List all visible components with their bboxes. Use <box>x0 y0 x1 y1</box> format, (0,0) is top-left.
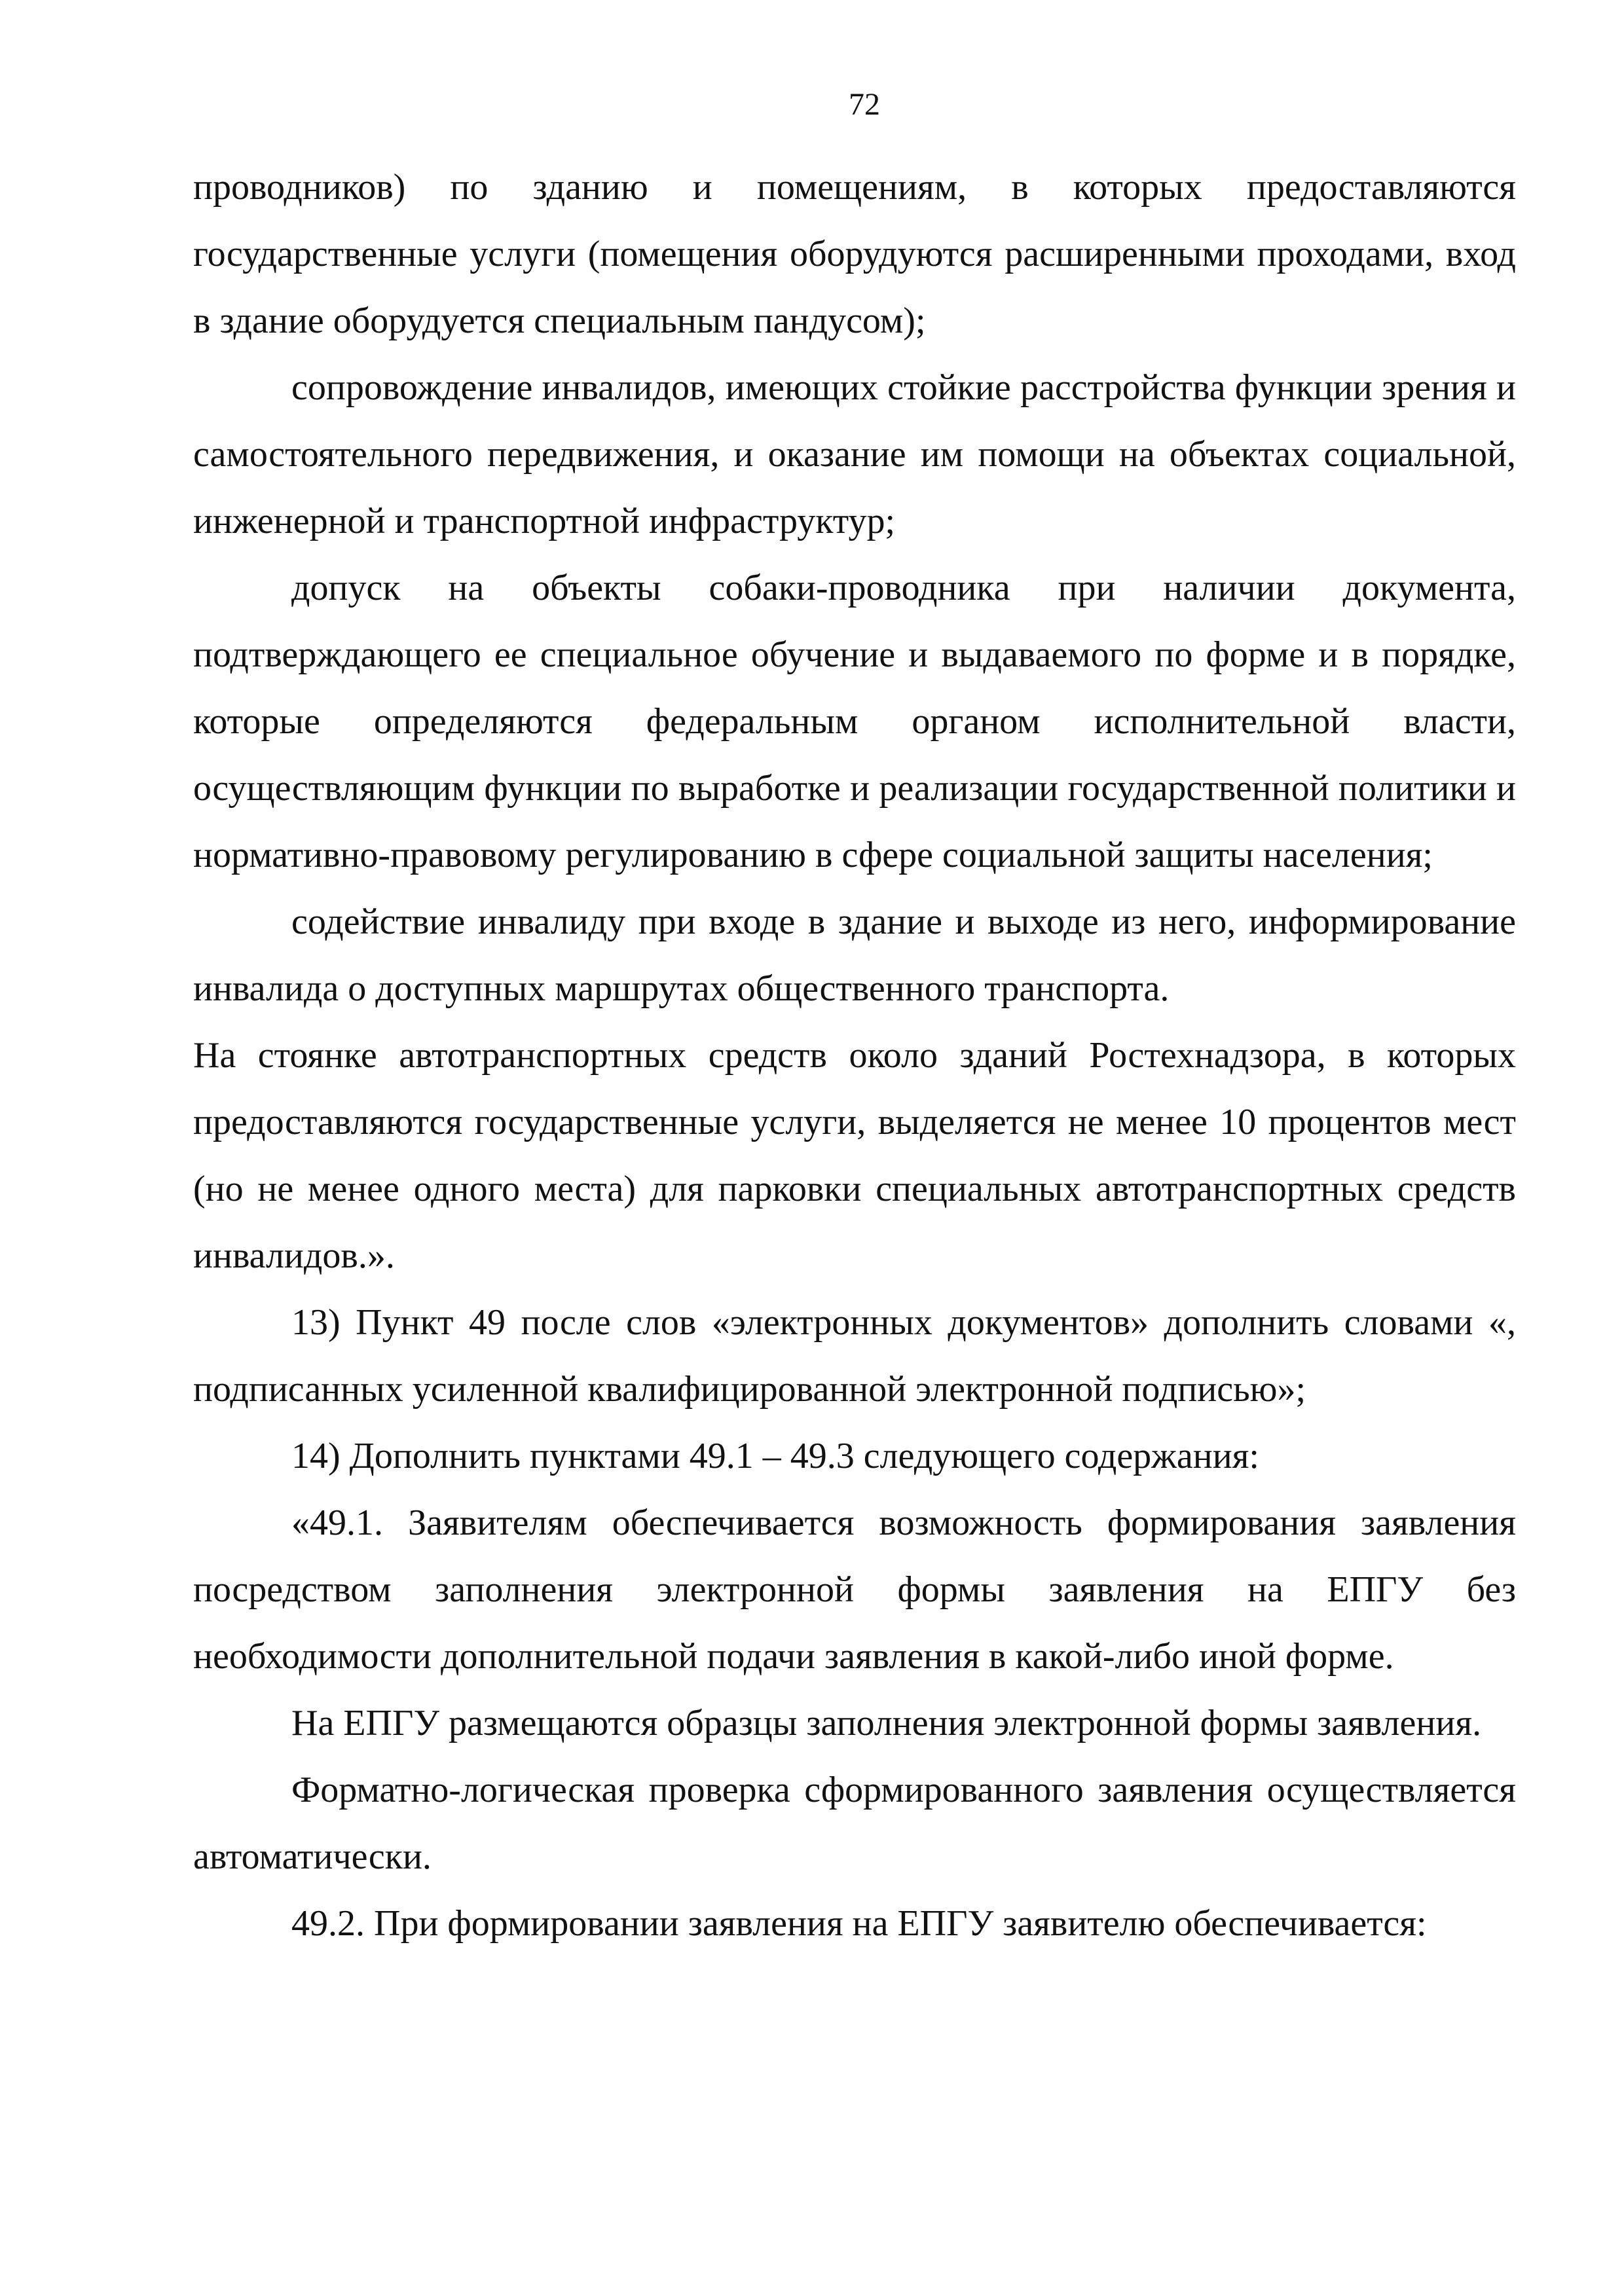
paragraph-continuation: проводников) по зданию и помещениям, в которых предоставляются государственные услуги (помещения оборудуются расширенными проходами, вход в здание оборудуется специальным пандусом); <box>193 167 1516 341</box>
document-body <box>193 154 1516 1957</box>
paragraph-guide-dog: допуск на объекты собаки-проводника при наличии документа, подтверждающего ее специальное обучение и выдаваемого по форме и в порядке, которые определяются федеральным органом исполнительной власти, осуществляющим функции по выработке и реализации государственной политики и нормативно-правовому регулированию в сфере социальной защиты населения; <box>193 568 1516 875</box>
paragraph-49-2: 49.2. При формировании заявления на ЕПГУ заявителю обеспечивается: <box>291 1903 1427 1944</box>
paragraph-item-13: 13) Пункт 49 после слов «электронных документов» дополнить словами «, подписанных усиленной квалифицированной электронной подписью»; <box>193 1302 1516 1410</box>
paragraph-samples: На ЕПГУ размещаются образцы заполнения электронной формы заявления. <box>291 1703 1482 1743</box>
page-number: 72 <box>849 87 880 122</box>
paragraph-format-check: Форматно-логическая проверка сформированного заявления осуществляется автоматически. <box>193 1770 1516 1877</box>
paragraph-parking: На стоянке автотранспортных средств около зданий Ростехнадзора, в которых предоставляются государственные услуги, выделяется не менее 10 процентов мест (но не менее одного места) для парковки специальных автотранспортных средств инвалидов.». <box>193 1035 1516 1276</box>
paragraph-assistance: содействие инвалиду при входе в здание и выходе из него, информирование инвалида о доступных маршрутах общественного транспорта. <box>193 902 1516 1009</box>
paragraph-escort: сопровождение инвалидов, имеющих стойкие расстройства функции зрения и самостоятельного передвижения, и оказание им помощи на объектах социальной, инженерной и транспортной инфраструктур; <box>193 367 1516 541</box>
paragraph-49-1: «49.1. Заявителям обеспечивается возможность формирования заявления посредством заполнения электронной формы заявления на ЕПГУ без необходимости дополнительной подачи заявления в какой-либо иной форме. <box>193 1503 1516 1677</box>
paragraph-item-14: 14) Дополнить пунктами 49.1 – 49.3 следующего содержания: <box>291 1436 1259 1476</box>
